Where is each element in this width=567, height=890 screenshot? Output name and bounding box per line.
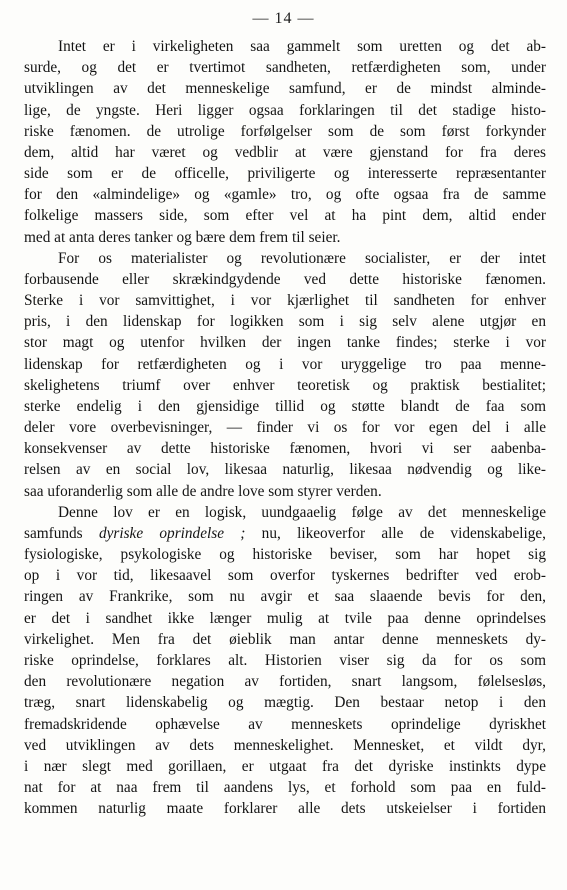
text-line: Sterke i vor samvittighet, i vor kjærlighet til sandheten for enhver: [24, 292, 546, 310]
text-line: Denne lov er en logisk, uundgaaelig følge av det menneskelige: [58, 503, 546, 521]
text-line: konsekvenser av dette historiske fænomen, hvori vi ser aabenba-: [24, 440, 546, 458]
text-line: dem, altid har været og vedblir at være gjenstand for fra deres: [24, 143, 546, 161]
text-line-with-emphasis: [24, 523, 546, 544]
text-line: fremadskridende ophævelse av menneskets oprindelige dyriskhet: [24, 715, 546, 733]
text-fragment: nu, likeoverfor alle de videnskabelige,: [245, 524, 546, 542]
text-line: side som er de officelle, priviligerte og interesserte repræsentanter: [24, 165, 546, 183]
text-line: sterke endelig i den gjensidige tillid og støtte blandt de faa som: [24, 397, 546, 415]
text-line: riske oprindelse, forklares alt. Historien viser sig da for os som: [24, 651, 546, 669]
text-line: fysiologiske, psykologiske og historiske beviser, som har hopet sig: [24, 546, 546, 564]
text-line: Intet er i virkeligheten saa gammelt som uretten og det ab-: [58, 38, 546, 55]
text-line: relsen av en social lov, likesaa naturlig, likesaa nødvendig og like-: [24, 461, 546, 479]
text-line: med at anta deres tanker og bære dem frem til seier.: [24, 228, 341, 246]
text-line: saa uforanderlig som alle de andre love som styrer verden.: [24, 482, 382, 500]
text-line: virkelighet. Men fra det øieblik man antar denne menneskets dy-: [24, 630, 546, 648]
text-line: surde, og det er tvertimot sandheten, retfærdigheten som, under: [24, 59, 546, 77]
text-line: ringen av Frankrike, som nu avgir et saa slaaende bevis for den,: [24, 588, 546, 606]
text-line: lidenskap for retfærdigheten og i vor uryggelige tro paa menne-: [24, 355, 546, 373]
text-line: ved utviklingen av dets menneskelighet. Mennesket, et vildt dyr,: [24, 736, 546, 754]
text-line: deler vore overbevisninger, — finder vi os for vor egen del i alle: [24, 419, 546, 437]
text-line: For os materialister og revolutionære socialister, er der intet: [58, 249, 546, 267]
text-line: træg, snart lidenskabelig og mægtig. Den bestaar netop i den: [24, 694, 546, 712]
emphasized-phrase: dyriske oprindelse ;: [98, 524, 246, 542]
text-line: i nær slegt med gorillaen, er utgaat fra det dyriske instinkts dype: [24, 757, 546, 775]
text-line: den revolutionære negation av fortiden, snart langsom, følelsesløs,: [24, 673, 546, 691]
text-line: pris, i den lidenskap for logikken som i sig selv alene utgjør en: [24, 313, 546, 331]
text-line: nat for at naa frem til aandens lys, et forhold som paa en fuld-: [24, 779, 546, 797]
text-line: riske fænomen. de utrolige forfølgelser som de som først forkynder: [24, 122, 546, 140]
text-line: utviklingen av det menneskelige samfund, er de mindst alminde-: [24, 80, 546, 98]
body-text: [24, 36, 546, 819]
text-line: for den «almindelige» og «gamle» tro, og ofte ogsaa fra de samme: [24, 186, 546, 204]
text-line: skelighetens triumf over enhver teoretisk og praktisk bestialitet;: [24, 376, 546, 394]
text-line: kommen naturlig maate forklarer alle dets utskeielser i fortiden: [24, 800, 546, 818]
page-number: — 14 —: [252, 10, 315, 27]
text-line: stor magt og utenfor hvilken der ingen tanke findes; sterke i vor: [24, 334, 546, 352]
text-line: op i vor tid, likesaavel som overfor tyskernes bedrifter ved erob-: [24, 567, 546, 585]
text-line: forbausende eller skrækindgydende ved dette historiske fænomen.: [24, 270, 546, 288]
text-fragment: samfunds: [24, 524, 99, 542]
text-line: lige, de yngste. Heri ligger ogsaa forklaringen til det stadige histo-: [24, 101, 546, 119]
text-line: folkelige massers side, som efter vel at ha pint dem, altid ender: [24, 207, 546, 225]
text-line: er det i sandhet ikke længer mulig at tvile paa denne oprindelses: [24, 609, 546, 627]
